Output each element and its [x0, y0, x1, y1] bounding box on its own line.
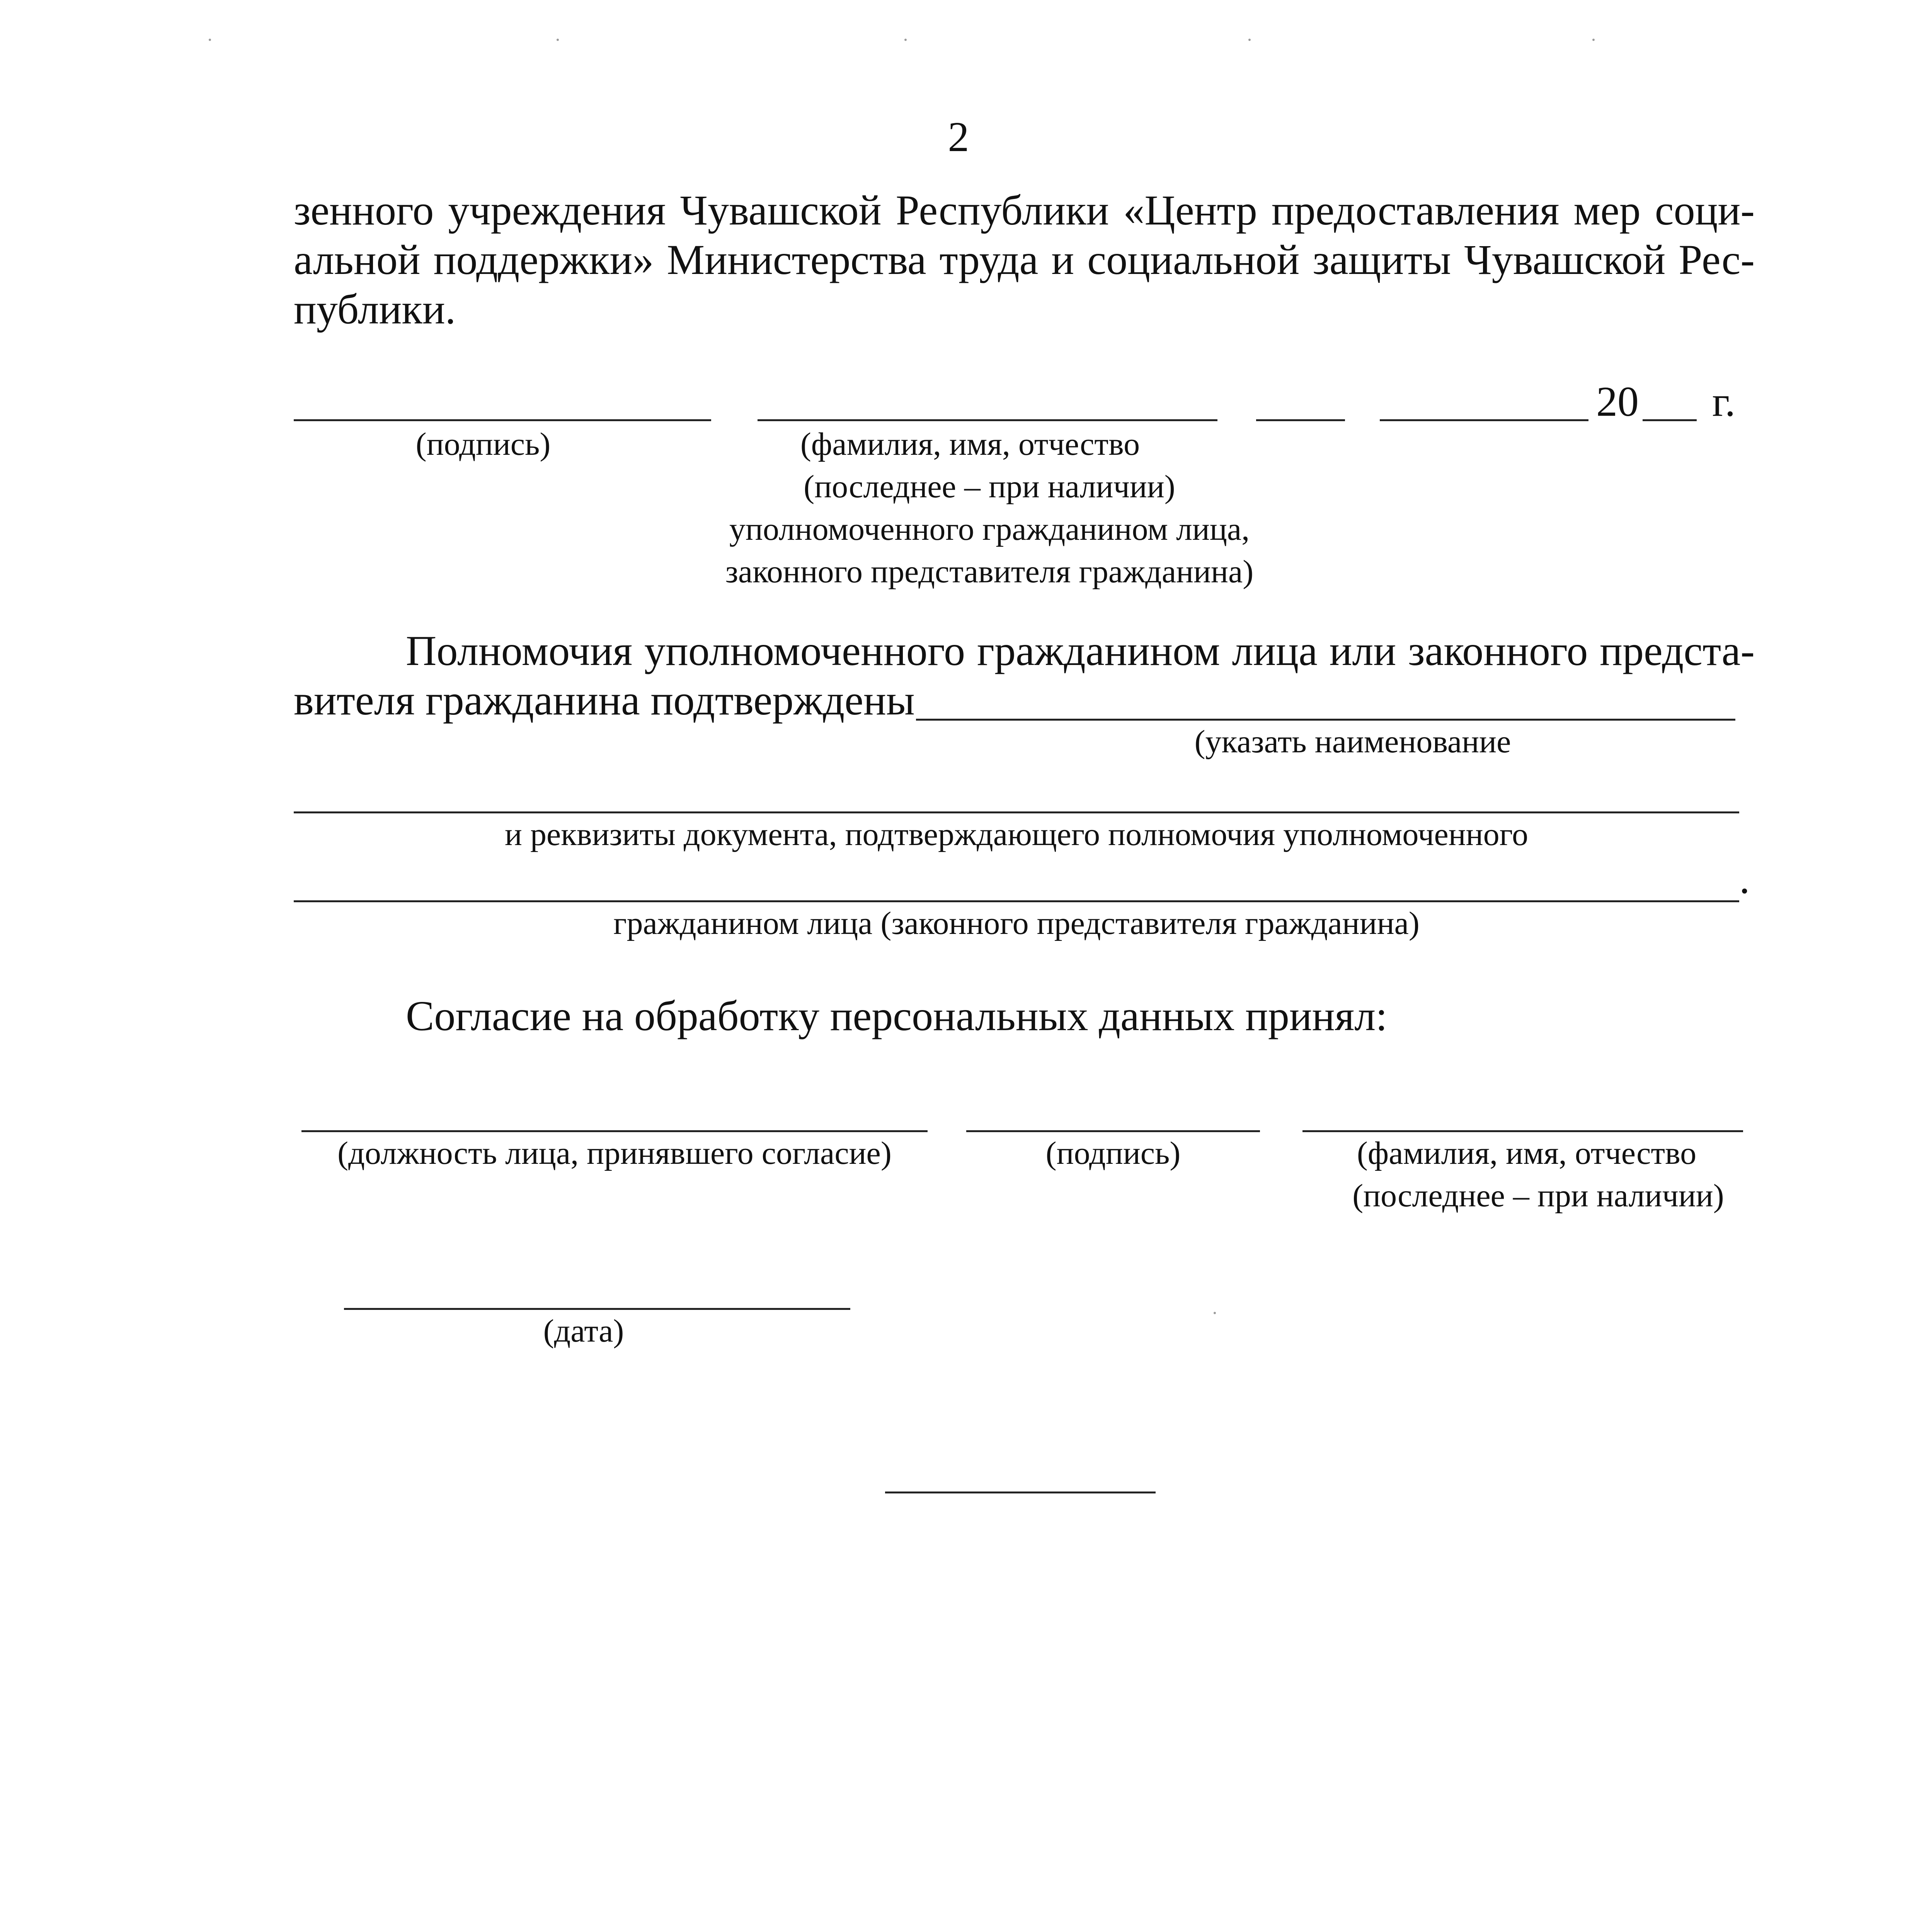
day-line[interactable]: [1256, 419, 1345, 421]
authority-document-line-2[interactable]: [294, 811, 1739, 813]
intro-line-2: альной поддержки» Министерства труда и социальной защиты Чувашской Рес-: [294, 236, 1755, 283]
year-prefix: 20: [1596, 378, 1639, 425]
consent-heading: Согласие на обработку персональных данных принял:: [406, 992, 1388, 1039]
consent-date-line[interactable]: [344, 1308, 850, 1310]
authority-caption-2: и реквизиты документа, подтверждающего полномочия уполномоченного: [504, 816, 1528, 852]
consent-position-line[interactable]: [301, 1130, 928, 1132]
consent-name-line[interactable]: [1302, 1130, 1743, 1132]
authority-caption-3: гражданином лица (законного представителя гражданина): [613, 905, 1420, 941]
closing-rule: [885, 1492, 1156, 1493]
scan-speck: [1248, 39, 1251, 41]
authority-line-1: Полномочия уполномоченного гражданином лица или законного предста-: [406, 627, 1755, 674]
signature-line[interactable]: [294, 419, 711, 421]
scan-speck: [1592, 39, 1595, 41]
caption-name-2: (последнее – при наличии): [804, 469, 1175, 505]
name-line[interactable]: [758, 419, 1217, 421]
intro-line-1: зенного учреждения Чувашской Республики «Центр предоставления мер соци-: [294, 187, 1755, 234]
year-suffix: г.: [1712, 378, 1736, 425]
consent-caption-name-1: (фамилия, имя, отчество: [1357, 1135, 1697, 1171]
year-line[interactable]: [1643, 419, 1697, 421]
consent-caption-name-2: (последнее – при наличии): [1352, 1178, 1724, 1214]
authority-caption-1: (указать наименование: [1194, 724, 1511, 760]
authority-document-line-3[interactable]: [294, 900, 1739, 902]
month-line[interactable]: [1380, 419, 1588, 421]
intro-line-3: публики.: [294, 286, 456, 333]
authority-document-line-1[interactable]: [916, 719, 1735, 721]
consent-caption-signature: (подпись): [1045, 1135, 1181, 1171]
caption-signature: (подпись): [415, 426, 551, 462]
scan-speck: [1214, 1312, 1216, 1314]
scan-speck: [557, 39, 559, 41]
consent-caption-date: (дата): [543, 1313, 624, 1349]
authority-period: .: [1739, 855, 1750, 902]
authority-line-2: вителя гражданина подтверждены: [294, 677, 915, 724]
scan-speck: [209, 39, 211, 41]
consent-caption-position: (должность лица, принявшего согласие): [337, 1135, 892, 1171]
caption-name-4: законного представителя гражданина): [725, 554, 1254, 590]
caption-name-3: уполномоченного гражданином лица,: [729, 511, 1250, 547]
caption-name-1: (фамилия, имя, отчество: [800, 426, 1140, 462]
page-number: 2: [948, 113, 969, 160]
scan-speck: [904, 39, 907, 41]
consent-signature-line[interactable]: [966, 1130, 1260, 1132]
